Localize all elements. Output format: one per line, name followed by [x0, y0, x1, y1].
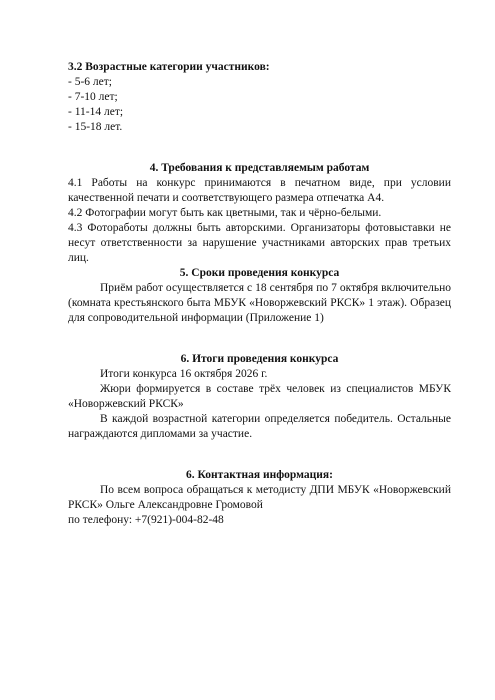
contacts-phone: по телефону: +7(921)-004-82-48 — [68, 514, 224, 526]
contacts-heading: 6. Контактная информация: — [186, 469, 333, 481]
results-winners: В каждой возрастной категории определяется победитель. Остальные награждаются дипломами за участие. — [68, 413, 451, 440]
requirements-paragraph-1: 4.1 Работы на конкурс принимаются в печатном виде, при условии качественной печати и соответствующего размера отпечатка А4. — [68, 177, 451, 204]
results-date: Итоги конкурса 16 октября 2026 г. — [100, 368, 268, 380]
requirements-paragraph-3: 4.3 Фотоработы должны быть авторскими. Организаторы фотовыставки не несут ответственности за нарушение участниками авторских прав третьих лиц. — [68, 222, 451, 264]
contacts-paragraph: По всем вопроса обращаться к методисту ДПИ МБУК «Новоржевский РКСК» Ольге Александровне Громовой — [68, 484, 451, 511]
list-item: - 15-18 лет. — [68, 121, 123, 133]
results-heading: 6. Итоги проведения конкурса — [180, 353, 339, 365]
list-item: - 7-10 лет; — [68, 91, 118, 103]
age-categories-heading: 3.2 Возрастные категории участников: — [68, 61, 270, 73]
results-jury: Жюри формируется в составе трёх человек из специалистов МБУК «Новоржевский РКСК» — [68, 383, 451, 410]
deadlines-heading: 5. Сроки проведения конкурса — [179, 267, 340, 279]
list-item: - 11-14 лет; — [68, 106, 124, 118]
deadlines-paragraph: Приём работ осуществляется с 18 сентября по 7 октября включительно (комната крестьянского быта МБУК «Новоржевский РКСК» 1 этаж). Образец для сопроводительной информации (Приложение 1) — [68, 282, 451, 324]
age-categories-list — [68, 75, 451, 135]
requirements-paragraph-2: 4.2 Фотографии могут быть как цветными, так и чёрно-белыми. — [68, 207, 382, 219]
list-item: - 5-6 лет; — [68, 76, 112, 88]
requirements-heading: 4. Требования к представляемым работам — [149, 162, 370, 174]
